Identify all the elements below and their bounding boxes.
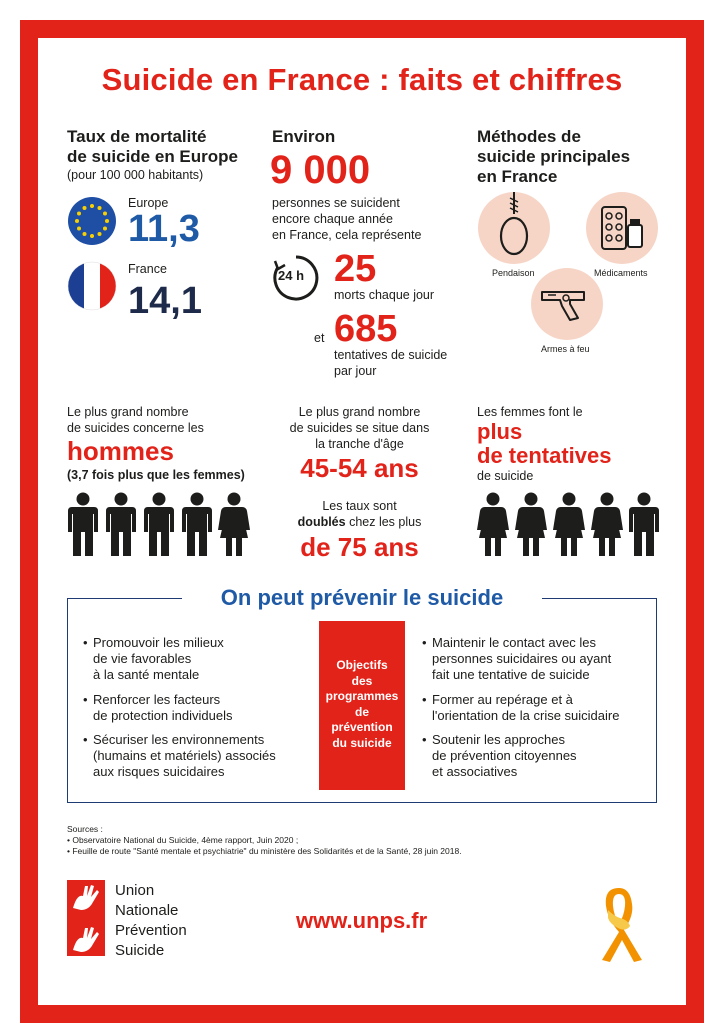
age-highlight-75: de 75 ans bbox=[300, 532, 419, 562]
men-text: Le plus grand nombre de suicides concerne les bbox=[67, 405, 204, 435]
attempts-per-day: 685 bbox=[334, 308, 398, 350]
europe-label: Europe bbox=[128, 196, 169, 210]
france-flag-icon bbox=[67, 261, 117, 311]
age-text: Le plus grand nombre de suicides se situe dans la tranche d'âge bbox=[289, 405, 430, 451]
org-name: Union Nationale Prévention Suicide bbox=[115, 882, 187, 959]
method-firearm-label: Armes à feu bbox=[541, 344, 590, 354]
men-note: (3,7 fois plus que les femmes) bbox=[67, 468, 245, 482]
gun-icon bbox=[540, 284, 596, 324]
woman-icon bbox=[514, 492, 548, 556]
age-highlight: 45-54 ans bbox=[300, 453, 419, 483]
france-value: 14,1 bbox=[128, 280, 202, 322]
age-rate-text: Les taux sont doublés chez les plus bbox=[297, 499, 422, 529]
women-text: Les femmes font le bbox=[477, 405, 583, 419]
prevention-right-item: • Former au repérage et à l'orientation de la crise suicidaire bbox=[422, 692, 620, 723]
awareness-ribbon-icon bbox=[584, 880, 654, 964]
france-label: France bbox=[128, 262, 167, 276]
mortality-heading: Taux de mortalité de suicide en Europe bbox=[67, 127, 238, 166]
noose-icon bbox=[490, 192, 538, 262]
women-highlight: plus de tentatives bbox=[477, 419, 612, 468]
environ-label: Environ bbox=[272, 127, 336, 146]
prevention-right-item: • Soutenir les approches de prévention citoyennes et associatives bbox=[422, 732, 577, 779]
objectives-text: Objectifs des programmes de prévention du suicide bbox=[325, 658, 399, 750]
method-medication-label: Médicaments bbox=[594, 268, 648, 278]
man-icon bbox=[104, 492, 138, 556]
pills-icon bbox=[598, 203, 646, 253]
attempts-label: tentatives de suicide par jour bbox=[334, 348, 448, 378]
deaths-per-day-label: morts chaque jour bbox=[334, 288, 435, 302]
sources: Sources : • Observatoire National du Suicide, 4ème rapport, Juin 2020 ; • Feuille de route "Santé mentale et psychiatrie" du ministère des Solidarités et de la Santé, 28 juin 2018. bbox=[67, 824, 462, 856]
prevention-left-item: • Promouvoir les milieux de vie favorables à la santé mentale bbox=[83, 635, 224, 682]
unps-logo-icon bbox=[67, 880, 105, 956]
woman-icon bbox=[590, 492, 624, 556]
deaths-per-day: 25 bbox=[334, 248, 377, 290]
prevention-left-item: • Renforcer les facteurs de protection individuels bbox=[83, 692, 233, 723]
man-icon bbox=[66, 492, 100, 556]
methods-heading: Méthodes de suicide principales en France bbox=[477, 127, 631, 186]
clock-label: 24 h bbox=[278, 268, 305, 283]
woman-icon bbox=[552, 492, 586, 556]
woman-icon bbox=[476, 492, 510, 556]
eu-flag-icon bbox=[67, 196, 117, 246]
prevention-heading: On peut prévenir le suicide bbox=[182, 584, 542, 612]
and-label: et bbox=[314, 331, 325, 345]
website-link[interactable]: www.unps.fr bbox=[296, 908, 428, 933]
man-icon bbox=[627, 492, 661, 556]
woman-icon bbox=[217, 492, 251, 556]
man-icon bbox=[142, 492, 176, 556]
page-title: Suicide en France : faits et chiffres bbox=[101, 62, 623, 97]
total-suicides: 9 000 bbox=[270, 148, 371, 192]
total-description: personnes se suicident encore chaque année en France, cela représente bbox=[272, 196, 422, 242]
europe-value: 11,3 bbox=[128, 208, 200, 250]
prevention-right-item: • Maintenir le contact avec les personnes suicidaires ou ayant fait une tentative de suicide bbox=[422, 635, 612, 682]
men-highlight: hommes bbox=[67, 436, 174, 466]
man-icon bbox=[180, 492, 214, 556]
prevention-left-item: • Sécuriser les environnements (humains et matériels) associés aux risques suicidaires bbox=[83, 732, 276, 779]
mortality-subtitle: (pour 100 000 habitants) bbox=[67, 168, 204, 182]
method-hanging-label: Pendaison bbox=[492, 268, 535, 278]
women-text-2: de suicide bbox=[477, 469, 534, 483]
